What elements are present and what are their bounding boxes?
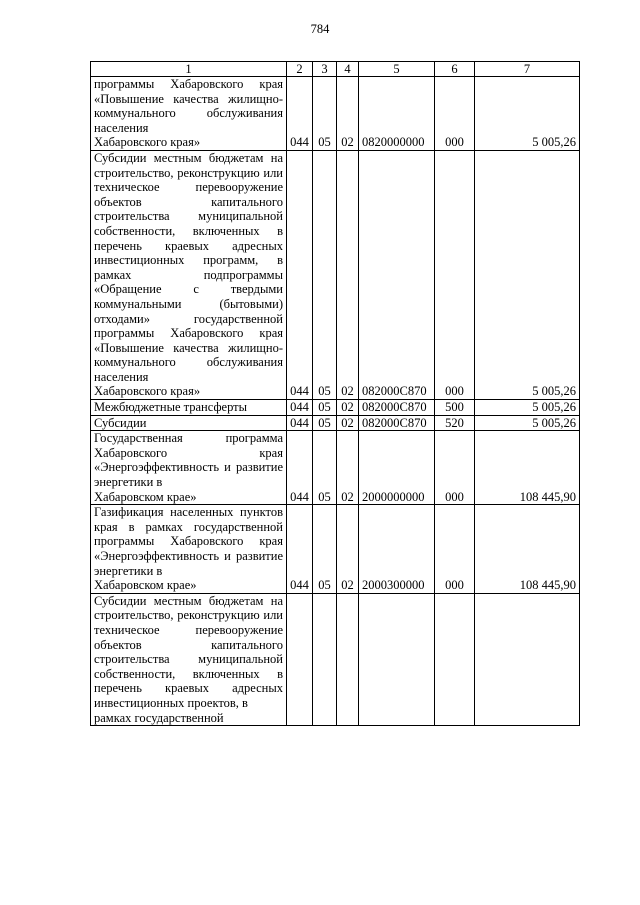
row-name-line: Газификация населенных bbox=[94, 505, 234, 520]
target-article-code bbox=[359, 593, 435, 725]
row-name-line: инвестиционных программ, в bbox=[94, 253, 283, 268]
row-name-line: обслуживания населения bbox=[94, 106, 283, 135]
amount-value: 5 005,26 bbox=[475, 150, 580, 399]
table-row bbox=[91, 505, 580, 594]
row-name-line: Субсидии местным бюджетам bbox=[94, 150, 264, 165]
row-name-line: развитие энергетики в bbox=[94, 460, 283, 490]
amount-value bbox=[475, 593, 580, 725]
row-name-line: объектов капитального bbox=[94, 194, 283, 209]
row-name bbox=[91, 593, 287, 725]
row-name-line: собственности, включенных в bbox=[94, 666, 283, 681]
section-code: 05 bbox=[313, 415, 337, 431]
target-article-code: 0820000000 bbox=[359, 77, 435, 151]
expense-type-code: 000 bbox=[435, 505, 475, 594]
section-code: 05 bbox=[313, 505, 337, 594]
target-article-code: 082000С870 bbox=[359, 150, 435, 399]
row-name bbox=[91, 505, 287, 594]
row-name-line: техническое перевооружение bbox=[94, 180, 283, 195]
amount-value: 108 445,90 bbox=[475, 505, 580, 594]
column-number-row bbox=[91, 62, 580, 77]
expense-type-code: 000 bbox=[435, 77, 475, 151]
section-code: 05 bbox=[313, 77, 337, 151]
table-row bbox=[91, 431, 580, 505]
column-header: 7 bbox=[475, 62, 580, 77]
row-name-line: строительства муниципальной bbox=[94, 652, 283, 667]
expense-type-code: 520 bbox=[435, 415, 475, 431]
row-name-line: Хабаровского края bbox=[170, 534, 283, 549]
row-name-line: Хабаровского края bbox=[94, 445, 283, 460]
row-name-line: Хабаровском крае» bbox=[94, 489, 197, 504]
gov-code: 044 bbox=[287, 415, 313, 431]
subsection-code: 02 bbox=[337, 505, 359, 594]
row-name-line: Хабаровском крае» bbox=[94, 578, 197, 593]
gov-code: 044 bbox=[287, 400, 313, 416]
row-name-line: Субсидии bbox=[94, 415, 147, 430]
row-name-line: реконструкцию или bbox=[177, 165, 283, 180]
page-number: 784 bbox=[310, 22, 330, 36]
expense-type-code: 000 bbox=[435, 431, 475, 505]
target-article-code: 082000С870 bbox=[359, 415, 435, 431]
section-code: 05 bbox=[313, 431, 337, 505]
row-name-line: «Повышение качества bbox=[94, 91, 219, 106]
column-header: 2 bbox=[287, 62, 313, 77]
gov-code: 044 bbox=[287, 505, 313, 594]
row-name-line: на строительство, bbox=[94, 593, 284, 623]
subsection-code: 02 bbox=[337, 431, 359, 505]
row-name-line: «Повышение качества bbox=[94, 340, 219, 355]
row-name bbox=[91, 415, 287, 431]
row-name-line: на строительство, bbox=[94, 150, 284, 180]
row-name-line: «Обращение с твердыми bbox=[94, 282, 283, 297]
section-code: 05 bbox=[313, 150, 337, 399]
gov-code: 044 bbox=[287, 150, 313, 399]
column-header: 1 bbox=[91, 62, 287, 77]
row-name-line: рамках государственной bbox=[94, 710, 224, 725]
row-name-line: перечень краевых адресных bbox=[94, 681, 283, 696]
budget-table bbox=[90, 61, 580, 726]
subsection-code: 02 bbox=[337, 415, 359, 431]
row-name-line: реконструкцию или bbox=[177, 608, 283, 623]
row-name-line: Хабаровского края» bbox=[94, 135, 201, 150]
row-name-line: Субсидии местным бюджетам bbox=[94, 593, 264, 608]
subsection-code bbox=[337, 593, 359, 725]
row-name-line: собственности, включенных в bbox=[94, 223, 283, 238]
row-name-line: государственной программы bbox=[94, 519, 283, 549]
section-code: 05 bbox=[313, 400, 337, 416]
row-name-line: развитие энергетики в bbox=[94, 549, 283, 578]
row-name-line: коммунальными (бытовыми) bbox=[94, 296, 283, 311]
subsection-code: 02 bbox=[337, 400, 359, 416]
amount-value: 5 005,26 bbox=[475, 77, 580, 151]
row-name-line: техническое перевооружение bbox=[94, 622, 283, 637]
gov-code bbox=[287, 593, 313, 725]
row-name-line: перечень краевых адресных bbox=[94, 238, 283, 253]
row-name-line: обслуживания населения bbox=[94, 355, 283, 384]
gov-code: 044 bbox=[287, 77, 313, 151]
subsection-code: 02 bbox=[337, 77, 359, 151]
row-name-line: программы Хабаровского края bbox=[94, 77, 283, 91]
column-header: 3 bbox=[313, 62, 337, 77]
expense-type-code: 000 bbox=[435, 150, 475, 399]
expense-type-code bbox=[435, 593, 475, 725]
row-name-line: программы Хабаровского края bbox=[94, 326, 283, 341]
row-name-line: объектов капитального bbox=[94, 637, 283, 652]
row-name-line: «Энергоэффективность и bbox=[94, 460, 231, 475]
subsection-code: 02 bbox=[337, 150, 359, 399]
amount-value: 5 005,26 bbox=[475, 415, 580, 431]
expense-type-code: 500 bbox=[435, 400, 475, 416]
row-name-line: жилищно-коммунального bbox=[94, 91, 283, 121]
row-name-line: Хабаровского края» bbox=[94, 384, 201, 399]
table-row bbox=[91, 77, 580, 151]
column-header: 5 bbox=[359, 62, 435, 77]
target-article-code: 2000000000 bbox=[359, 431, 435, 505]
amount-value: 108 445,90 bbox=[475, 431, 580, 505]
row-name bbox=[91, 431, 287, 505]
row-name-line: Государственная программа bbox=[94, 431, 283, 446]
row-name-line: строительства муниципальной bbox=[94, 209, 283, 224]
table-row bbox=[91, 150, 580, 399]
row-name-line: Межбюджетные трансферты bbox=[94, 400, 248, 415]
table-row bbox=[91, 415, 580, 431]
table-row bbox=[91, 400, 580, 416]
column-header: 6 bbox=[435, 62, 475, 77]
row-name-line: «Энергоэффективность и bbox=[94, 549, 231, 563]
row-name bbox=[91, 150, 287, 399]
gov-code: 044 bbox=[287, 431, 313, 505]
row-name-line: рамках подпрограммы bbox=[94, 267, 283, 282]
column-header: 4 bbox=[337, 62, 359, 77]
table-row bbox=[91, 593, 580, 725]
target-article-code: 082000С870 bbox=[359, 400, 435, 416]
row-name-line: жилищно-коммунального bbox=[94, 340, 283, 370]
target-article-code: 2000300000 bbox=[359, 505, 435, 594]
row-name bbox=[91, 400, 287, 416]
row-name-line: отходами» государственной bbox=[94, 311, 283, 326]
row-name-line: пунктов края в рамках bbox=[94, 505, 283, 534]
section-code bbox=[313, 593, 337, 725]
amount-value: 5 005,26 bbox=[475, 400, 580, 416]
row-name bbox=[91, 77, 287, 151]
row-name-line: инвестиционных проектов, в bbox=[94, 695, 248, 710]
